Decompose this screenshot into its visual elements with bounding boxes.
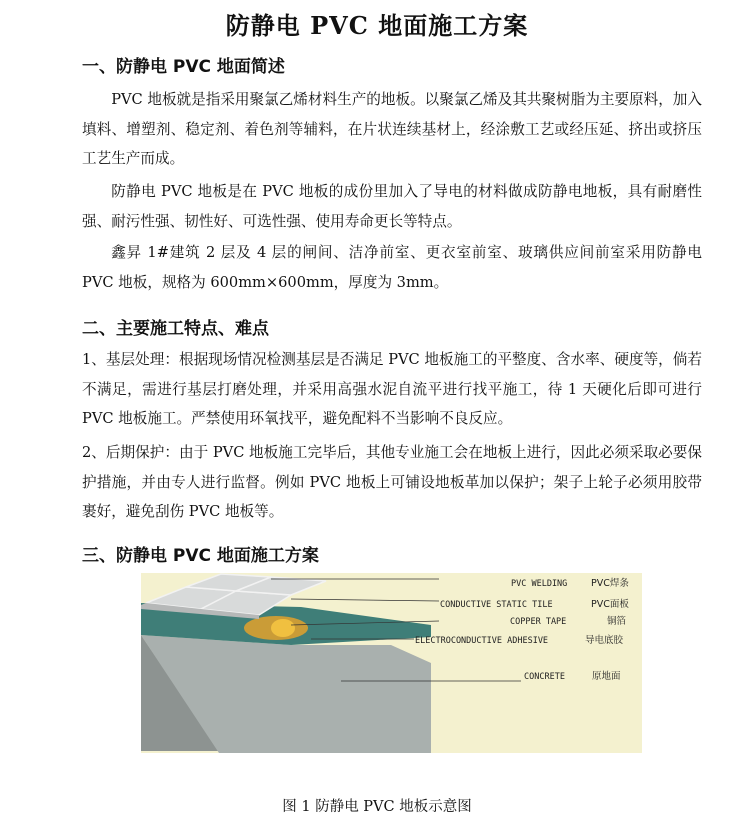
figure-caption: 图 1 防静电 PVC 地板示意图	[282, 799, 472, 815]
label-copper-tape-en: COPPER TAPE	[510, 617, 567, 627]
label-pvc-welding-en: PVC WELDING	[511, 579, 568, 589]
label-adhesive-zh: 导电底胶	[585, 635, 624, 646]
section-1-heading: 一、防静电 PVC 地面简述	[82, 57, 285, 77]
section-2-heading: 二、主要施工特点、难点	[82, 319, 269, 339]
label-copper-tape-zh: 铜箔	[607, 616, 627, 627]
section-1-paragraph-2: 防静电 PVC 地板是在 PVC 地板的成份里加入了导电的材料做成防静电地板，具有耐磨性强、耐污性强、韧性好、可选性强、使用寿命更长等特点。	[82, 183, 702, 230]
label-static-tile-zh: PVC面板	[591, 599, 629, 610]
label-static-tile-en: CONDUCTIVE STATIC TILE	[440, 600, 553, 610]
label-concrete-en: CONCRETE	[524, 672, 565, 682]
section-1-paragraph-1: PVC 地板就是指采用聚氯乙烯材料生产的地板。以聚氯乙烯及其共聚树脂为主要原料，加入填料、增塑剂、稳定剂、着色剂等辅料，在片状连续基材上，经涂敷工艺或经压延、挤出或挤压工艺生产而成。	[82, 91, 702, 167]
document-title: 防静电 PVC 地面施工方案	[225, 11, 529, 40]
section-3-heading: 三、防静电 PVC 地面施工方案	[82, 546, 319, 566]
label-pvc-welding-zh: PVC焊条	[591, 578, 629, 589]
section-2-paragraph-1: 1、基层处理：根据现场情况检测基层是否满足 PVC 地板施工的平整度、含水率、硬度等，倘若不满足，需进行基层打磨处理，并采用高强水泥自流平进行找平施工，待 1 天硬化后即可进行 PVC 地板施工。严禁使用环氧找平，避免配料不当影响不良反应。	[82, 351, 702, 427]
copper-tape-highlight	[271, 619, 295, 637]
label-adhesive-en: ELECTROCONDUCTIVE ADHESIVE	[415, 636, 549, 646]
section-2-paragraph-2: 2、后期保护：由于 PVC 地板施工完毕后，其他专业施工会在地板上进行，因此必须采取必要保护措施，并由专人进行监督。例如 PVC 地板上可铺设地板革加以保护；架子上轮子必须用胶带裹好，避免刮伤 PVC 地板等。	[82, 444, 702, 520]
label-concrete-zh: 原地面	[592, 671, 621, 682]
pvc-floor-diagram	[141, 573, 642, 753]
section-1-paragraph-3: 鑫昇 1#建筑 2 层及 4 层的闸间、洁净前室、更衣室前室、玻璃供应间前室采用防静电 PVC 地板，规格为 600mm×600mm，厚度为 3mm。	[82, 244, 702, 291]
